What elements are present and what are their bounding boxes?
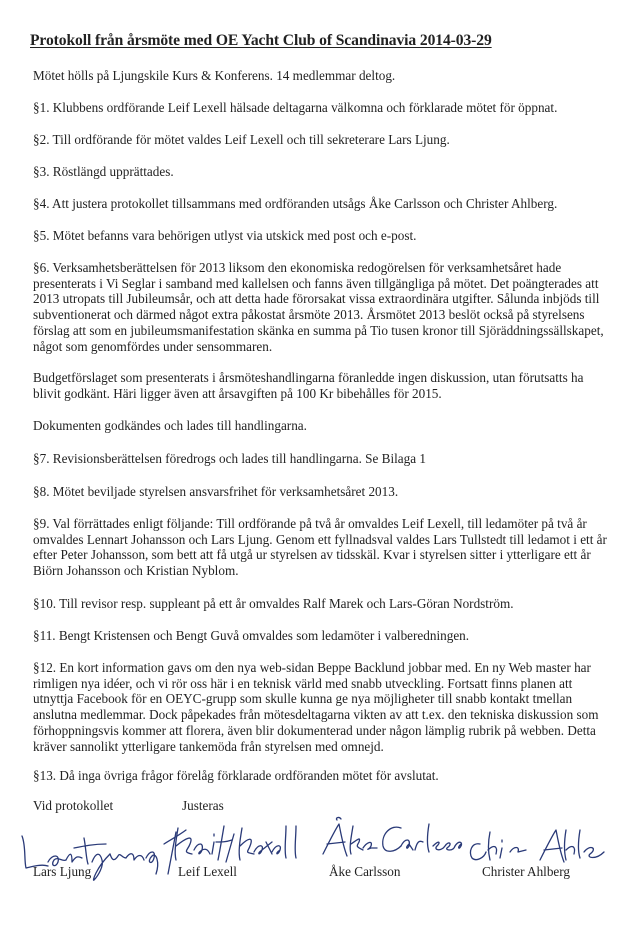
section-12: §12. En kort information gavs om den nya web-sidan Beppe Backlund jobbar med. En ny Web master har rimligen nya idéer, och vi rör oss här i en teknisk värld med snabb utveckling. Fortsatt finns planen att utnyttja Facebook för en OEYC-grupp som skulle kunna ge nya möjligheter till snabb kontakt tmellan anslutna medlemmar. Dock påpekades från mötesdeltagarna vikten av att t.ex. den tekniska diskussion som förhoppningsvis kommer att florera, även blir dokumenterad under någon lämplig rubrik på webben. Detta kräver sannolikt ytterligare tankemöda från styrelsen med omnejd. bbox=[33, 660, 599, 754]
section-8: §8. Mötet beviljade styrelsen ansvarsfrihet för verksamhetsåret 2013. bbox=[33, 484, 399, 499]
section-4: §4. Att justera protokollet tillsammans med ordföranden utsågs Åke Carlsson och Christer Ahlberg. bbox=[33, 196, 558, 211]
signature-leif-lexell bbox=[168, 820, 308, 870]
section-6-budget: Budgetförslaget som presenterats i årsmöteshandlingarna föranledde ingen diskussion, utan förutsatts ha blivit godkänt. Häri ligger även att årsavgiften på 100 Kr bibehålles för 2015. bbox=[33, 370, 584, 401]
section-9: §9. Val förrättades enligt följande: Till ordförande på två år omvaldes Leif Lexell, till ledamöter på två år omvaldes Lennart Johansson och Lars Ljung. Genom ett fyllnadsval valdes Lars Tullstedt till ledamot i ett år efter Peter Johansson, som bett att få utgå ur styrelsen av tidsskäl. Kvar i styrelsen sitter i ytterligare ett år Biörn Johansson och Kristian Nyblom. bbox=[33, 516, 607, 579]
footer-vid-protokollet: Vid protokollet bbox=[33, 798, 114, 813]
signature-name-christer: Christer Ahlberg bbox=[482, 864, 571, 879]
section-7: §7. Revisionsberättelsen föredrogs och lades till handlingarna. Se Bilaga 1 bbox=[33, 451, 426, 466]
signature-name-lars: Lars Ljung bbox=[33, 864, 92, 879]
signature-name-ake: Åke Carlsson bbox=[329, 864, 401, 879]
document-title: Protokoll från årsmöte med OE Yacht Club of Scandinavia 2014-03-29 bbox=[30, 32, 492, 49]
footer-justeras: Justeras bbox=[182, 798, 224, 813]
section-1: §1. Klubbens ordförande Leif Lexell hälsade deltagarna välkomna och förklarade mötet för öppnat. bbox=[33, 100, 558, 115]
section-2: §2. Till ordförande för mötet valdes Leif Lexell och till sekreterare Lars Ljung. bbox=[33, 132, 450, 147]
intro-paragraph: Mötet hölls på Ljungskile Kurs & Konferens. 14 medlemmar deltog. bbox=[33, 68, 396, 83]
section-5: §5. Mötet befanns vara behörigen utlyst via utskick med post och e-post. bbox=[33, 228, 417, 243]
section-6: §6. Verksamhetsberättelsen för 2013 liksom den ekonomiska redogörelsen för verksamhetsåret hade presenterats i Vi Seglar i samband med kallelsen och fanns även tillgängliga på mötet. Det poängterades att 2013 utropats till Jubileumsår, och att detta hade förorsakat vissa extraordinära utgifter. Sålunda inbjöds till subventionerat och därmed något extra påkostat årsmöte 2013. Årsmötet 2013 beslöt också på styrelsens förslag att som en jubileumsmanifestation skänka en summa på Tio tusen kronor till Sjöräddningssällskapet, något som genomfördes under sensommaren. bbox=[33, 260, 604, 354]
section-3: §3. Röstlängd upprättades. bbox=[33, 164, 174, 179]
section-10: §10. Till revisor resp. suppleant på ett år omvaldes Ralf Marek och Lars-Göran Nordström. bbox=[33, 596, 514, 611]
signature-name-leif: Leif Lexell bbox=[178, 864, 237, 879]
section-6-documents: Dokumenten godkändes och lades till handlingarna. bbox=[33, 418, 307, 433]
section-13: §13. Då inga övriga frågor förelåg förklarade ordföranden mötet för avslutat. bbox=[33, 768, 439, 783]
section-11: §11. Bengt Kristensen och Bengt Guvå omvaldes som ledamöter i valberedningen. bbox=[33, 628, 470, 643]
signature-ake-carlsson bbox=[315, 816, 465, 866]
